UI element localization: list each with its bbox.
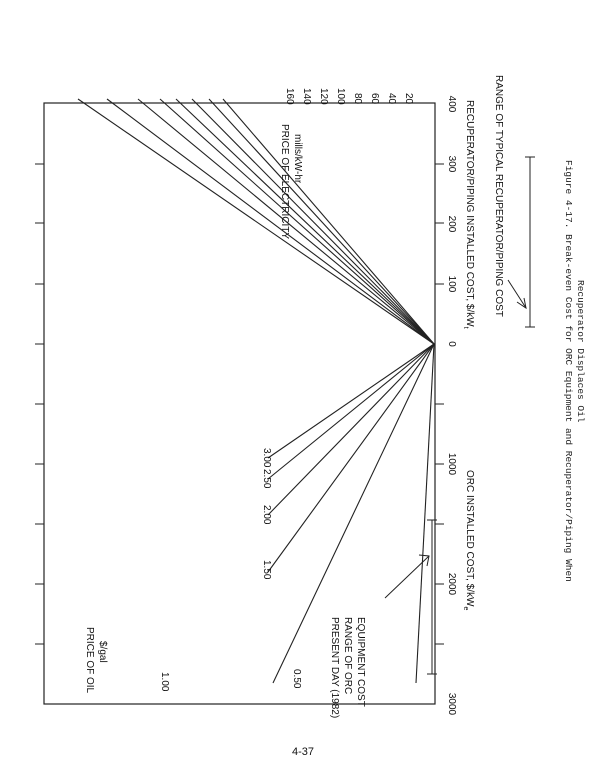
price-of-oil-title: PRICE OF OIL	[84, 627, 95, 694]
tick-label-rec-300: 300	[446, 155, 457, 173]
elec-label-140: 140	[301, 88, 312, 105]
elec-line-20	[78, 99, 434, 344]
figure-caption-line2: Recuperator Displaces Oil	[575, 280, 586, 423]
tick-label-orc-2000: 2000	[446, 572, 457, 596]
tick-label-orc-1000: 1000	[446, 452, 457, 476]
oil-line-0.50	[416, 344, 434, 683]
range-recuperator-label: RANGE OF TYPICAL RECUPERATOR/PIPING COST	[493, 75, 504, 317]
recuperator-range-arrow	[508, 280, 526, 308]
oil-label-1.00: 1.00	[159, 672, 170, 692]
elec-label-80: 80	[352, 93, 363, 105]
present-day-line3: EQUIPMENT COST	[355, 617, 366, 707]
elec-line-160	[223, 99, 434, 344]
oil-line-2.00	[268, 344, 434, 515]
oil-line-1.50	[268, 344, 434, 572]
axis-label-recuperator	[462, 100, 475, 329]
tick-label-rec-400: 400	[446, 95, 457, 113]
axis-label-orc	[462, 470, 475, 611]
price-of-oil-unit: $/gal	[97, 641, 108, 663]
ticks-group	[35, 164, 444, 644]
oil-label-2.00: 2.00	[261, 505, 272, 525]
elec-label-60: 60	[369, 93, 380, 105]
orc-range-arrow	[385, 556, 429, 598]
elec-label-40: 40	[386, 93, 397, 105]
tick-label-orc-3000: 3000	[446, 692, 457, 716]
oil-label-2.50: 2.50	[261, 469, 272, 489]
page-number: 4-37	[292, 746, 315, 758]
price-of-electricity-unit: mills/kW-hr	[292, 134, 303, 184]
oil-line-3.00	[268, 344, 434, 458]
recuperator-range-arrowhead	[517, 298, 526, 308]
caption-group	[563, 160, 586, 582]
oil-label-3.00: 3.00	[261, 448, 272, 468]
price-of-electricity-title: PRICE OF ELECTRICITY	[279, 124, 290, 240]
axis-titles	[84, 75, 504, 718]
axis-label-rec-sub: t	[462, 326, 469, 329]
elec-label-160: 160	[284, 88, 295, 105]
axis-label-orc-sub: e	[462, 606, 469, 611]
elec-label-100: 100	[335, 88, 346, 105]
oil-label-1.50: 1.50	[261, 560, 272, 580]
elec-line-140	[209, 99, 434, 344]
axis-label-orc-main: ORC INSTALLED COST, $/kW	[464, 470, 475, 607]
tick-label-orc-0: 0	[446, 341, 457, 347]
range-brackets	[385, 157, 535, 674]
tick-labels	[446, 96, 457, 716]
elec-line-40	[107, 99, 434, 344]
present-day-line2: RANGE OF ORC	[342, 617, 353, 695]
fan-lines	[78, 99, 434, 683]
figure-group	[35, 75, 586, 718]
tick-label-rec-100: 100	[446, 275, 457, 293]
axis-label-rec-main: RECUPERATOR/PIPING INSTALLED COST, $/kW	[464, 100, 475, 327]
present-day-line1: PRESENT DAY (1982)	[329, 617, 340, 719]
elec-line-100	[176, 99, 434, 344]
figure-caption-line1: Figure 4-17. Break-even Cost for ORC Equipment and Recuperator/Piping When	[563, 160, 574, 582]
elec-label-20: 20	[403, 93, 414, 105]
elec-line-120	[192, 99, 434, 344]
tick-label-rec-200: 200	[446, 215, 457, 233]
elec-label-120: 120	[318, 88, 329, 105]
oil-label-0.50: 0.50	[291, 669, 302, 689]
